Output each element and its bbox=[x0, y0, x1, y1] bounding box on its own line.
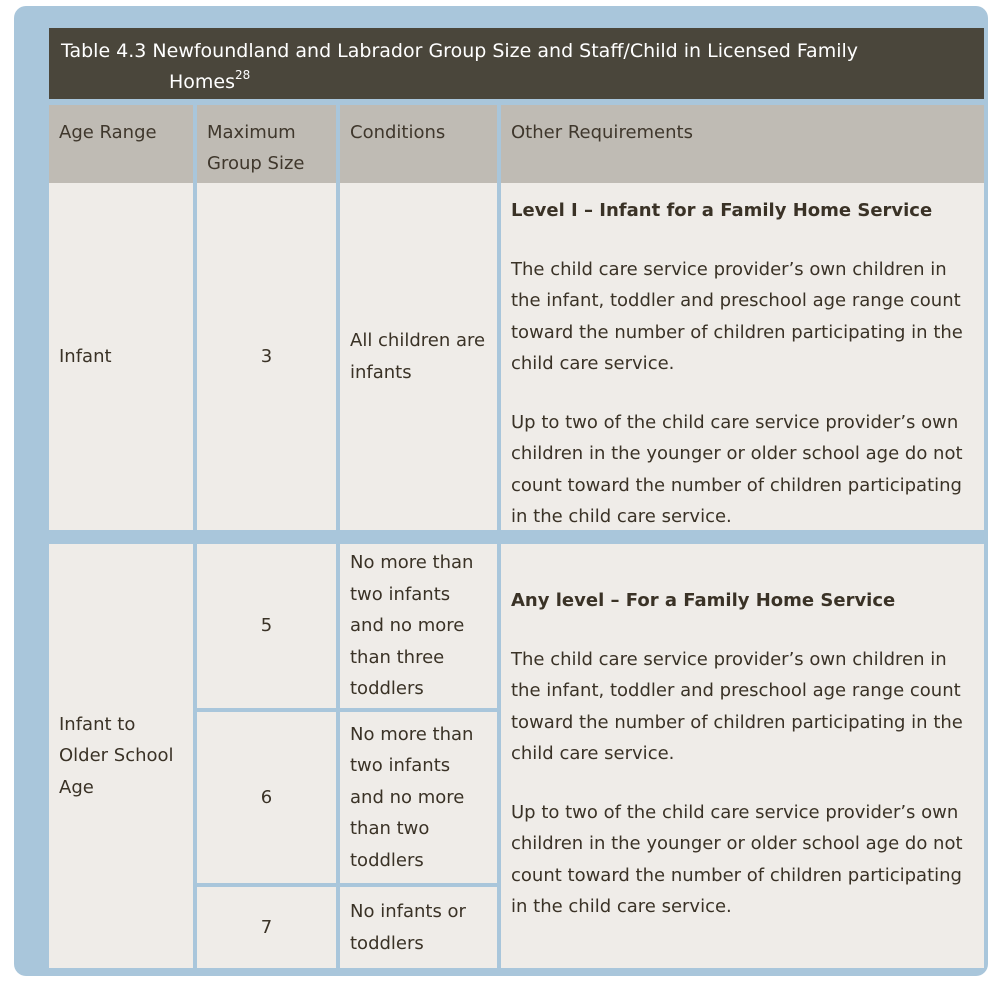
group-size-table bbox=[49, 28, 984, 968]
school-age-conditions-5: No more than two infants and no more than three toddlers bbox=[340, 544, 497, 708]
school-age-req-paragraph-1: The child care service provider’s own children in the infant, toddler and preschool age range count toward the number of children participating in the child care service. bbox=[511, 648, 963, 764]
footnote-ref: 28 bbox=[235, 67, 251, 82]
infant-req-paragraph-1: The child care service provider’s own children in the infant, toddler and preschool age range count toward the number of children participating in the child care service. bbox=[511, 258, 963, 374]
infant-req-heading: Level I – Infant for a Family Home Service bbox=[511, 200, 933, 221]
school-age-conditions-6: No more than two infants and no more than two toddlers bbox=[340, 712, 497, 883]
table-title-line2: Homes bbox=[169, 71, 236, 93]
school-age-other-requirements bbox=[501, 544, 984, 968]
school-age-req-heading: Any level – For a Family Home Service bbox=[511, 590, 896, 611]
header-age-range: Age Range bbox=[49, 105, 193, 201]
infant-req-paragraph-2: Up to two of the child care service provider’s own children in the younger or older school age do not count toward the number of children participating in the child care service. bbox=[511, 411, 963, 527]
table-frame bbox=[14, 6, 988, 976]
school-age-max-group-size-6: 6 bbox=[197, 712, 336, 883]
header-conditions: Conditions bbox=[340, 105, 497, 201]
school-age-age-range: Infant to Older School Age bbox=[49, 544, 193, 968]
school-age-max-group-size-5: 5 bbox=[197, 544, 336, 708]
school-age-req-paragraph-2: Up to two of the child care service provider’s own children in the younger or older school age do not count toward the number of children participating in the child care service. bbox=[511, 801, 963, 917]
infant-conditions: All children are infants bbox=[340, 183, 497, 530]
school-age-max-group-size-7: 7 bbox=[197, 887, 336, 968]
infant-max-group-size: 3 bbox=[197, 183, 336, 530]
table-title bbox=[49, 28, 984, 99]
table-title-line1: Table 4.3 Newfoundland and Labrador Group Size and Staff/Child in Licensed Family bbox=[61, 40, 859, 62]
header-max-group-size: Maximum Group Size bbox=[197, 105, 336, 201]
infant-age-range: Infant bbox=[49, 183, 193, 530]
header-other-requirements: Other Requirements bbox=[501, 105, 984, 201]
infant-other-requirements bbox=[501, 183, 984, 530]
school-age-conditions-7: No infants or toddlers bbox=[340, 887, 497, 968]
